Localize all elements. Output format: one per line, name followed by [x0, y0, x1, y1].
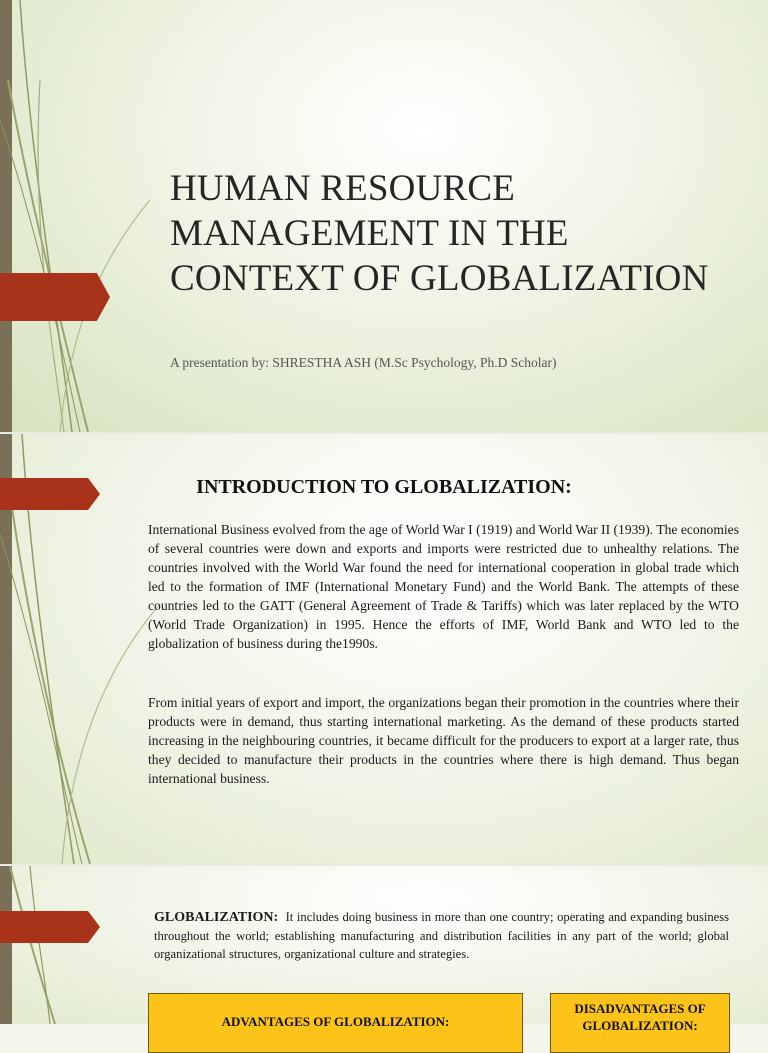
left-accent-bar: [0, 866, 12, 1024]
arrow-marker: [0, 911, 100, 943]
intro-paragraph-2: From initial years of export and import, the organizations began their promotion in the countries where their products were in demand, thus starting international marketing. As the demand of these products started increasing in the neighbouring countries, it became difficult for the producers to export at a larger rate, thus they decided to manufacture their products in the countries where there is high demand. Thus began international business.: [148, 695, 739, 786]
presentation-title: HUMAN RESOURCE MANAGEMENT IN THE CONTEXT OF GLOBALIZATION: [170, 168, 709, 299]
section-heading: INTRODUCTION TO GLOBALIZATION:: [196, 476, 572, 498]
definition-term: GLOBALIZATION:: [154, 910, 279, 925]
definition-text: It includes doing business in more than one country; operating and expanding business throughout the world; establishing manufacturing and distribution facilities in any part of the world; global organizational structures, organizational culture and strategies.: [154, 910, 730, 961]
globalization-definition: [154, 908, 729, 963]
left-accent-bar: [0, 0, 12, 432]
title-slide: [0, 0, 768, 432]
presenter-byline: A presentation by: SHRESTHA ASH (M.Sc Psychology, Ph.D Scholar): [170, 355, 557, 370]
disadvantages-box: DISADVANTAGES OF GLOBALIZATION:: [550, 993, 730, 1053]
globalization-slide: [0, 866, 768, 1033]
advantages-box: ADVANTAGES OF GLOBALIZATION:: [148, 993, 523, 1053]
arrow-marker: [0, 273, 110, 321]
introduction-slide: [0, 434, 768, 864]
intro-paragraph-1: International Business evolved from the age of World War I (1919) and World War II (1939). The economies of several countries were down and exports and imports were restricted due to unhealthy relations. The countries involved with the World War found the need for international cooperation in global trade which led to the formation of IMF (International Monetary Fund) and the World Bank. The attempts of these countries led to the GATT (General Agreement of Trade & Tariffs) which was later replaced by the WTO (World Trade Organization) in 1995. Hence the efforts of IMF, World Bank and WTO led to the globalization of business during the1990s.: [148, 522, 739, 651]
